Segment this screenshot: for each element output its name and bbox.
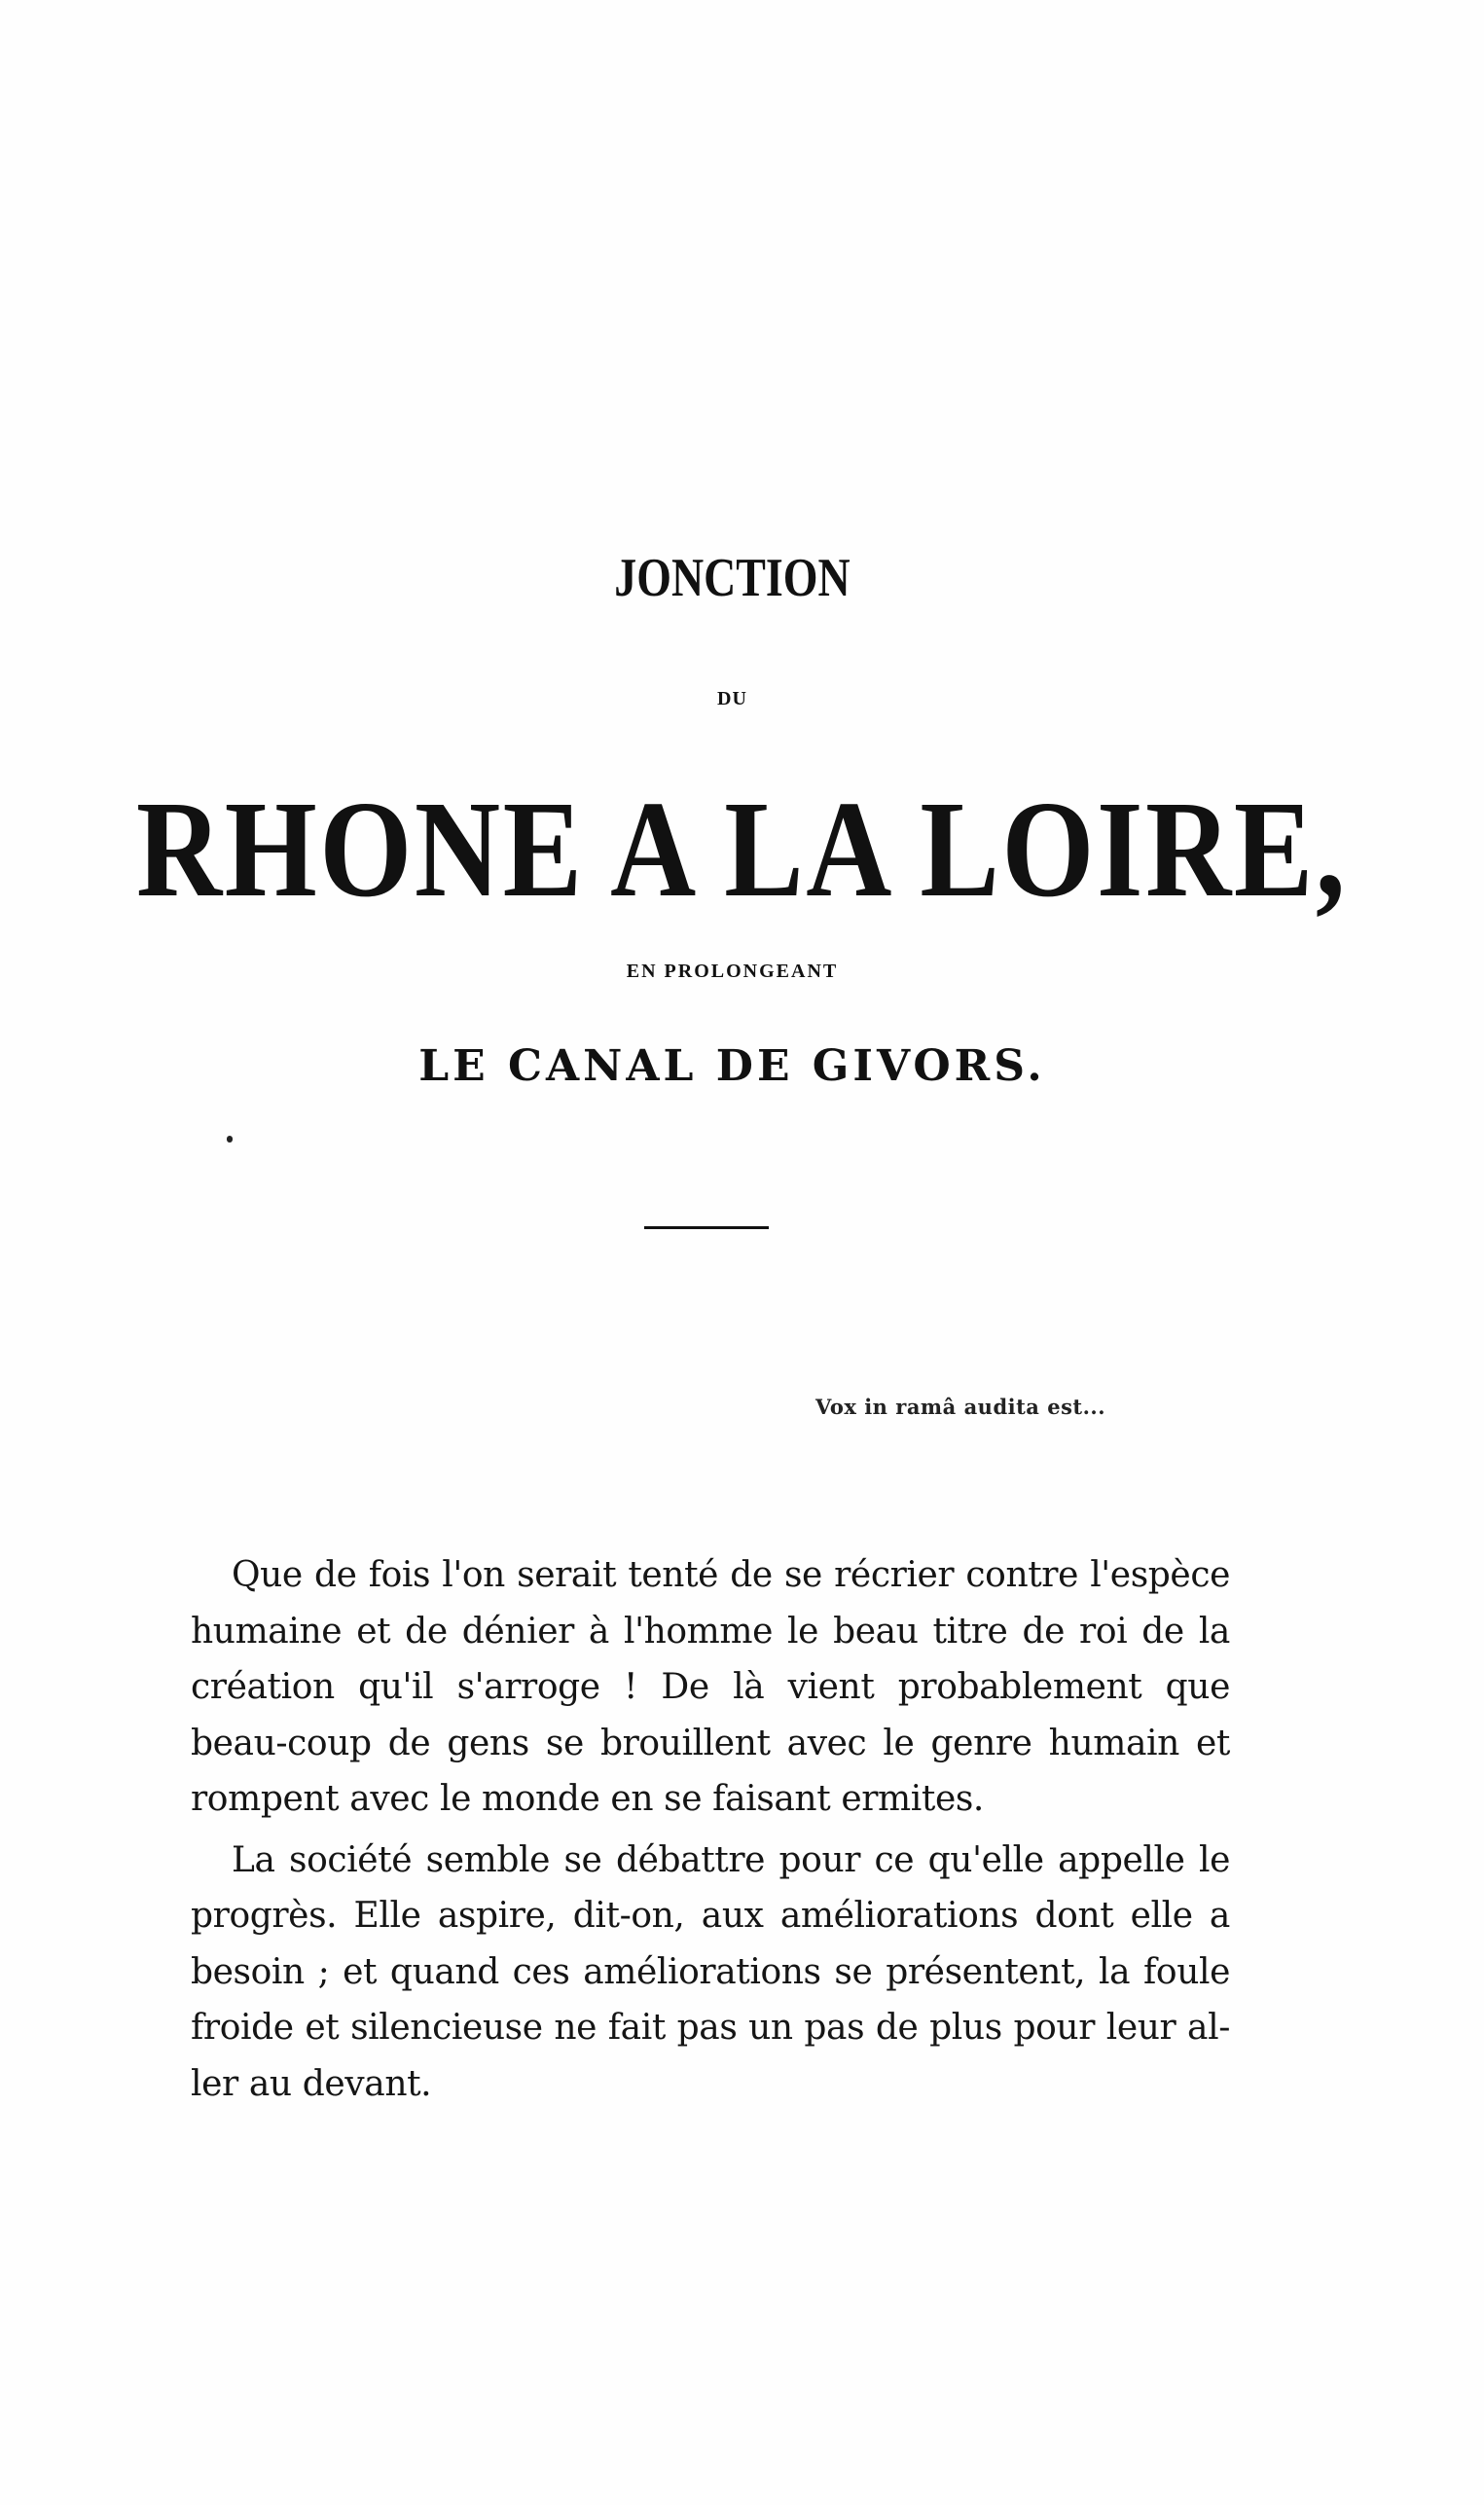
- title-en-prolongeant: EN PROLONGEANT: [626, 961, 839, 982]
- epigraph: Vox in ramâ audita est...: [815, 1395, 1106, 1419]
- title-canal-de-givors: LE CANAL DE GIVORS.: [418, 1041, 1046, 1091]
- section-divider-rule: [644, 1226, 769, 1229]
- body-text: [191, 1547, 1230, 2112]
- ink-speck: [227, 1136, 233, 1143]
- paragraph-2: La société semble se débattre pour ce qu'elle appelle le progrès. Elle aspire, dit-on, aux améliorations dont elle a besoin ; et quand ces améliorations se présentent, la foule froide et silencieuse ne fait pas un pas de plus pour leur al-ler au devant.: [191, 1839, 1230, 2104]
- title-jonction: JONCTION: [614, 548, 851, 608]
- paragraph-1: Que de fois l'on serait tenté de se récrier contre l'espèce humaine et de dénier à l'homme le beau titre de roi de la création qu'il s'arroge ! De là vient probablement que beau-coup de gens se brouillent avec le genre humain et rompent avec le monde en se faisant ermites.: [191, 1555, 1230, 1819]
- title-du: DU: [717, 688, 747, 709]
- title-rhone-a-la-loire: RHONE A LA LOIRE,: [135, 772, 1349, 926]
